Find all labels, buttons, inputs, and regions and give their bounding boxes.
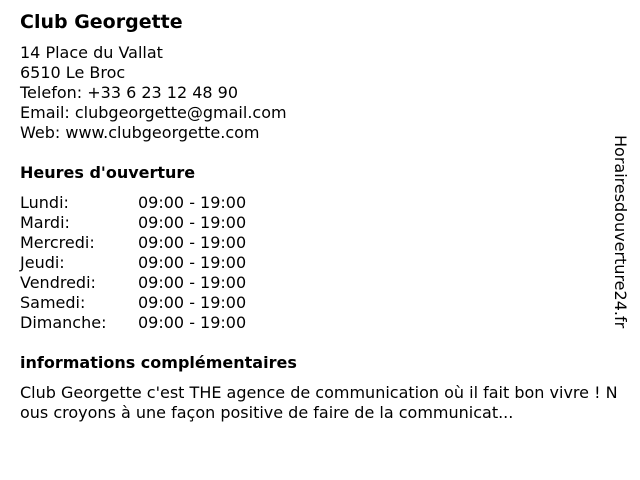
hours-time: 09:00 - 19:00 [138, 293, 247, 312]
hours-day: Mercredi: [20, 233, 95, 252]
hours-row-lundi [20, 193, 620, 213]
hours-time: 09:00 - 19:00 [138, 313, 247, 332]
hours-day: Jeudi: [20, 253, 65, 272]
site-watermark: Horairesdouverture24.fr [611, 135, 630, 329]
website-link[interactable]: Web: www.clubgeorgette.com [20, 123, 260, 142]
hours-time: 09:00 - 19:00 [138, 253, 247, 272]
address-street: 14 Place du Vallat [20, 43, 163, 62]
hours-day: Lundi: [20, 193, 69, 212]
business-card [20, 10, 620, 423]
contact-block [20, 43, 620, 143]
hours-row-mardi [20, 213, 620, 233]
hours-row-samedi [20, 293, 620, 313]
hours-day: Mardi: [20, 213, 70, 232]
opening-hours-heading: Heures d'ouverture [20, 163, 196, 182]
hours-day: Vendredi: [20, 273, 96, 292]
hours-row-jeudi [20, 253, 620, 273]
hours-time: 09:00 - 19:00 [138, 233, 247, 252]
hours-time: 09:00 - 19:00 [138, 213, 247, 232]
address-city: 6510 Le Broc [20, 63, 126, 82]
hours-time: 09:00 - 19:00 [138, 273, 247, 292]
hours-day: Samedi: [20, 293, 86, 312]
hours-row-mercredi [20, 233, 620, 253]
additional-info-heading: informations complémentaires [20, 353, 297, 372]
hours-row-dimanche [20, 313, 620, 333]
business-description: Club Georgette c'est THE agence de communication où il fait bon vivre ! Nous croyons à une façon positive de faire de la communicat... [20, 383, 618, 422]
hours-row-vendredi [20, 273, 620, 293]
hours-time: 09:00 - 19:00 [138, 193, 247, 212]
opening-hours-table [20, 193, 620, 333]
business-name: Club Georgette [20, 11, 183, 33]
email-address[interactable]: Email: clubgeorgette@gmail.com [20, 103, 287, 122]
phone-number[interactable]: Telefon: +33 6 23 12 48 90 [20, 83, 239, 102]
hours-day: Dimanche: [20, 313, 107, 332]
